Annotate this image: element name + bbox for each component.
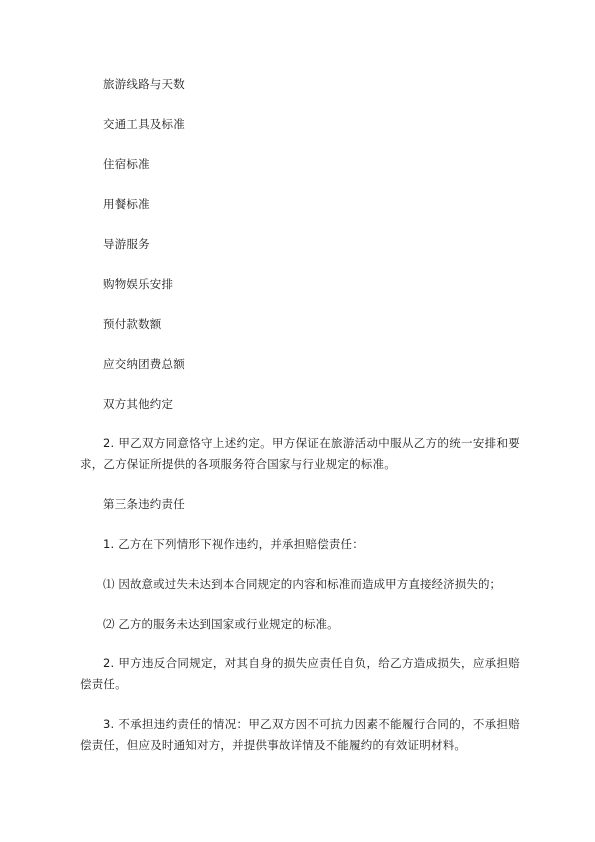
item-total-fee: 应交纳团费总额	[103, 357, 185, 371]
article-3-title: 第三条违约责任	[103, 497, 185, 511]
item-prepayment: 预付款数额	[103, 317, 162, 331]
item-transport: 交通工具及标准	[103, 117, 185, 131]
item-lodging: 住宿标准	[103, 157, 150, 171]
clause-1: 1. 乙方在下列情形下视作违约，并承担赔偿责任：	[103, 537, 364, 551]
paragraph-2: 2. 甲乙双方同意恪守上述约定。甲方保证在旅游活动中服从乙方的统一安排和要求，乙方保证所提供的各项服务符合国家与行业规定的标准。	[80, 436, 520, 471]
clause-3: 3. 不承担违约责任的情况：甲乙双方因不可抗力因素不能履行合同的，不承担赔偿责任，但应及时通知对方，并提供事故详情及不能履约的有效证明材料。	[80, 717, 520, 752]
item-other: 双方其他约定	[103, 397, 174, 411]
item-shopping: 购物娱乐安排	[103, 277, 174, 291]
item-guide: 导游服务	[103, 237, 150, 251]
item-route-days: 旅游线路与天数	[103, 77, 185, 91]
item-meals: 用餐标准	[103, 197, 150, 211]
clause-1-b: ⑵ 乙方的服务未达到国家或行业规定的标准。	[103, 617, 339, 631]
clause-1-a: ⑴ 因故意或过失未达到本合同规定的内容和标准而造成甲方直接经济损失的；	[103, 577, 502, 591]
clause-2: 2. 甲方违反合同规定，对其自身的损失应责任自负，给乙方造成损失，应承担赔偿责任。	[80, 656, 520, 691]
